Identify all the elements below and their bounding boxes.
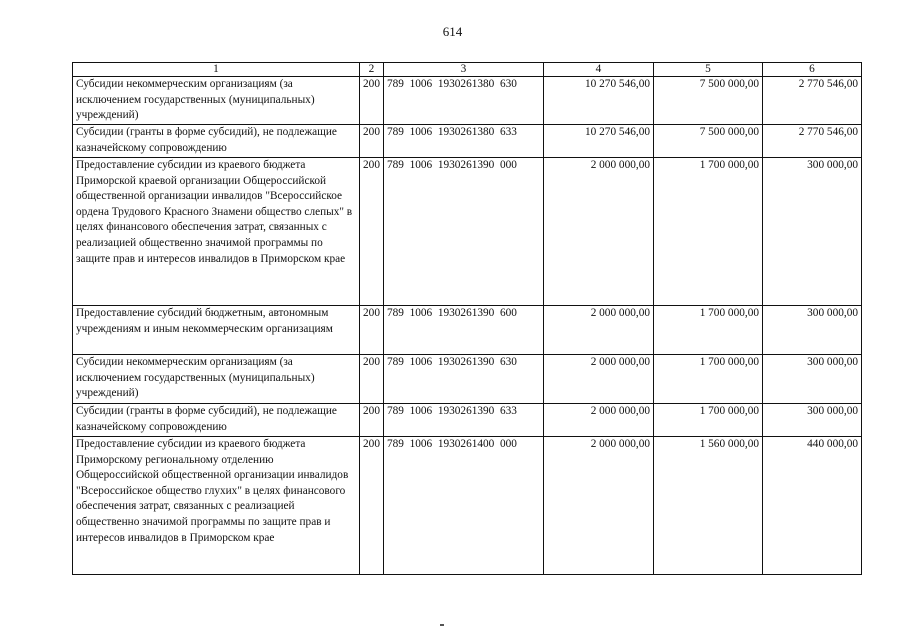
table-row: [73, 125, 862, 158]
row-amount-col6: 2 770 546,00: [763, 125, 862, 158]
row-description: Предоставление субсидии из краевого бюджета Приморской краевой организации Общероссийской общественной организации инвалидов "Всероссийское ордена Трудового Красного Знамени общество слепых" в целях финансового обеспечения затрат, связанных с реализацией общественно значимой программы по защите прав и интересов инвалидов в Приморском крае: [73, 158, 360, 306]
row-amount-col5: 1 700 000,00: [654, 355, 763, 404]
row-budget-code: 789 1006 1930261400 000: [384, 437, 544, 575]
budget-table: [72, 62, 862, 575]
column-header: 4: [544, 63, 654, 77]
row-line-code: 200: [360, 306, 384, 355]
row-budget-code: 789 1006 1930261390 600: [384, 306, 544, 355]
column-header: 3: [384, 63, 544, 77]
table-row: [73, 77, 862, 125]
row-line-code: 200: [360, 404, 384, 437]
row-amount-col5: 1 700 000,00: [654, 404, 763, 437]
row-amount-col4: 10 270 546,00: [544, 125, 654, 158]
row-line-code: 200: [360, 158, 384, 306]
row-budget-code: 789 1006 1930261390 000: [384, 158, 544, 306]
row-budget-code: 789 1006 1930261390 630: [384, 355, 544, 404]
row-budget-code: 789 1006 1930261380 633: [384, 125, 544, 158]
row-amount-col4: 2 000 000,00: [544, 404, 654, 437]
row-amount-col4: 2 000 000,00: [544, 355, 654, 404]
row-amount-col6: 300 000,00: [763, 355, 862, 404]
row-amount-col4: 2 000 000,00: [544, 306, 654, 355]
row-description: Предоставление субсидии из краевого бюджета Приморскому региональному отделению Общероссийской общественной организации инвалидов "Всероссийское общество глухих" в целях финансового обеспечения затрат, связанных с реализацией общественно значимой программы по защите прав и интересов инвалидов в Приморском крае: [73, 437, 360, 575]
table-row: [73, 437, 862, 575]
row-amount-col5: 7 500 000,00: [654, 77, 763, 125]
table-header-row: [73, 63, 862, 77]
page-number: 614: [442, 24, 463, 39]
row-description: Предоставление субсидий бюджетным, автономным учреждениям и иным некоммерческим организациям: [73, 306, 360, 355]
scan-mark: [440, 624, 444, 626]
row-description: Субсидии (гранты в форме субсидий), не подлежащие казначейскому сопровождению: [73, 404, 360, 437]
table-row: [73, 306, 862, 355]
row-description: Субсидии некоммерческим организациям (за исключением государственных (муниципальных) учреждений): [73, 355, 360, 404]
row-amount-col6: 440 000,00: [763, 437, 862, 575]
column-header: 2: [360, 63, 384, 77]
row-amount-col6: 300 000,00: [763, 158, 862, 306]
column-header: 6: [763, 63, 862, 77]
table-row: [73, 355, 862, 404]
row-amount-col6: 300 000,00: [763, 404, 862, 437]
row-budget-code: 789 1006 1930261390 633: [384, 404, 544, 437]
row-line-code: 200: [360, 125, 384, 158]
column-header: 1: [73, 63, 360, 77]
row-amount-col5: 1 700 000,00: [654, 306, 763, 355]
row-amount-col4: 2 000 000,00: [544, 158, 654, 306]
table-row: [73, 404, 862, 437]
row-line-code: 200: [360, 437, 384, 575]
row-amount-col4: 10 270 546,00: [544, 77, 654, 125]
row-amount-col5: 7 500 000,00: [654, 125, 763, 158]
row-description: Субсидии (гранты в форме субсидий), не подлежащие казначейскому сопровождению: [73, 125, 360, 158]
column-header: 5: [654, 63, 763, 77]
table-row: [73, 158, 862, 306]
row-line-code: 200: [360, 355, 384, 404]
row-amount-col5: 1 700 000,00: [654, 158, 763, 306]
row-amount-col5: 1 560 000,00: [654, 437, 763, 575]
row-amount-col4: 2 000 000,00: [544, 437, 654, 575]
row-description: Субсидии некоммерческим организациям (за исключением государственных (муниципальных) учреждений): [73, 77, 360, 125]
row-line-code: 200: [360, 77, 384, 125]
row-amount-col6: 2 770 546,00: [763, 77, 862, 125]
row-amount-col6: 300 000,00: [763, 306, 862, 355]
row-budget-code: 789 1006 1930261380 630: [384, 77, 544, 125]
